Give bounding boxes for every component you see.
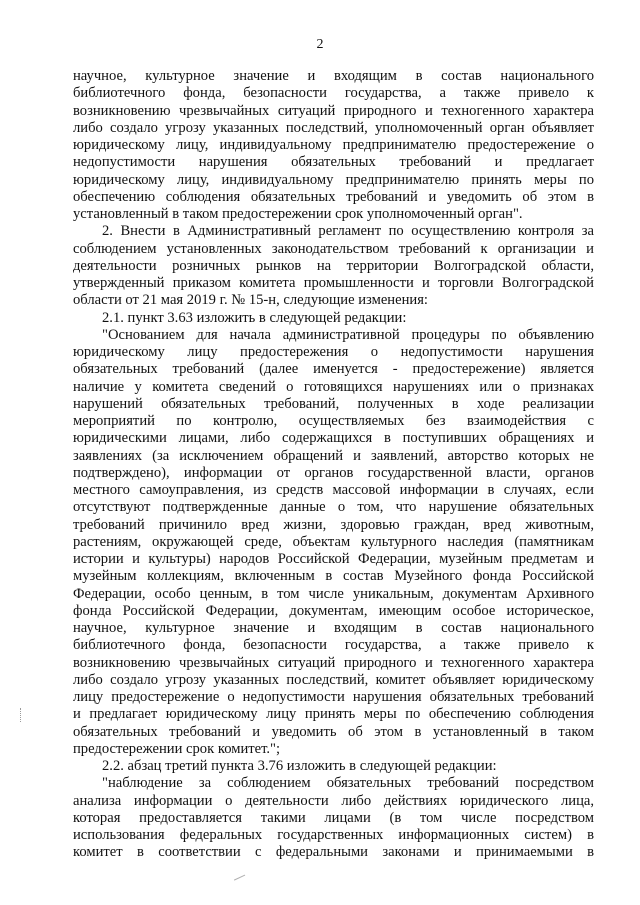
- text-line: музейным коллекциям, включенным в состав Музейного фонда Российской: [73, 568, 594, 585]
- text-line: обязательных требований и уведомить об этом в установленный в таком: [73, 723, 594, 740]
- margin-mark: [20, 708, 25, 722]
- text-line: "Основанием для начала административной процедуры по объявлению: [102, 326, 594, 343]
- text-line: наличие у комитета сведений о готовящихся нарушениях или о признаках: [73, 378, 594, 395]
- text-line: установленный в таком предостережении срок уполномоченный орган".: [73, 206, 523, 222]
- text-line: деятельности розничных рынков на территории Волгоградской области,: [73, 257, 594, 274]
- text-line: которая предоставляется такими лицами (в том числе посредством: [73, 809, 594, 826]
- text-line: юридическому лицу, индивидуальному предпринимателю принять меры по: [73, 171, 594, 188]
- text-line: научное, культурное значение и входящим в состав национального: [73, 68, 594, 84]
- text-line: лицу предостережение о недопустимости нарушения обязательных требований: [73, 689, 594, 705]
- text-line: комитет в соответствии с федеральными законами и принимаемыми в: [73, 844, 594, 861]
- pen-mark: [234, 875, 246, 883]
- text-line: недопустимости нарушения обязательных требований и предлагает: [73, 154, 594, 171]
- text-line: обязательных требований (далее именуется - предостережение) является: [73, 361, 594, 378]
- text-line: библиотечного фонда, безопасности государства, а также привело к: [73, 637, 594, 654]
- text-line: использования федеральных государственных информационных систем) в: [73, 827, 594, 843]
- page-number: 2: [316, 37, 324, 52]
- text-line: юридическому лицу предостережения о недопустимости нарушения: [73, 344, 594, 360]
- text-line: предостережении срок комитет.";: [73, 740, 281, 757]
- text-line: либо создало угрозу указанных последствий, комитет объявляет юридическому: [73, 671, 594, 688]
- document-body: [73, 68, 594, 862]
- text-line: научное, культурное значение и входящим в состав национального: [73, 620, 594, 636]
- text-line: местного самоуправления, из средств массовой информации в случаях, если: [73, 482, 594, 498]
- text-line: юридическими лицами, либо содержащихся в поступивших обращениях и: [73, 430, 594, 447]
- text-line: Федерации, особо ценным, в том числе уникальным, документам Архивного: [73, 585, 594, 602]
- text-line: 2.2. абзац третий пункта 3.76 изложить в следующей редакции:: [102, 758, 497, 774]
- text-line: истории и культуры) народов Российской Федерации, музейным предметам и: [73, 551, 594, 567]
- text-line: отсутствуют подтвержденные данные о том, что нарушение обязательных: [73, 499, 594, 516]
- text-line: юридическому лицу, индивидуальному предпринимателю предостережение о: [73, 137, 594, 153]
- text-line: мероприятий по контролю, осуществляемых без взаимодействия с: [73, 413, 594, 429]
- text-line: фонда Российской Федерации, документам, имеющим особое историческое,: [73, 602, 594, 619]
- text-line: либо создало угрозу указанных последствий, уполномоченный орган объявляет: [73, 119, 594, 136]
- text-line: возникновению чрезвычайных ситуаций природного и техногенного характера: [73, 654, 594, 671]
- text-line: соблюдением установленных законодательством требований к организации и: [73, 240, 594, 257]
- text-line: требований причинило вред жизни, здоровью граждан, вред животным,: [73, 516, 594, 533]
- text-line: и предлагает юридическому лицу принять меры по обеспечению соблюдения: [73, 706, 594, 723]
- text-line: утвержденный приказом комитета промышленности и торговли Волгоградской: [73, 275, 594, 291]
- text-line: нарушений обязательных требований, полученных в ходе реализации: [73, 395, 594, 412]
- text-line: области от 21 мая 2019 г. № 15-н, следующие изменения:: [73, 292, 428, 309]
- text-line: возникновению чрезвычайных ситуаций природного и техногенного характера: [73, 102, 594, 119]
- text-line: анализа информации о деятельности либо действиях юридического лица,: [73, 792, 594, 809]
- text-line: "наблюдение за соблюдением обязательных требований посредством: [102, 775, 594, 792]
- text-line: 2.1. пункт 3.63 изложить в следующей редакции:: [102, 309, 407, 326]
- text-line: заявлениях (за исключением обращений и заявлений, авторство которых не: [73, 447, 594, 464]
- text-line: растениям, окружающей среде, объектам культурного наследия (памятникам: [73, 533, 594, 550]
- text-line: библиотечного фонда, безопасности государства, а также привело к: [73, 85, 594, 102]
- text-line: 2. Внести в Административный регламент по осуществлению контроля за: [102, 223, 594, 240]
- text-line: подтверждено), информации от органов государственной власти, органов: [73, 464, 594, 481]
- text-line: обеспечению соблюдения обязательных требований и уведомить об этом в: [73, 188, 594, 205]
